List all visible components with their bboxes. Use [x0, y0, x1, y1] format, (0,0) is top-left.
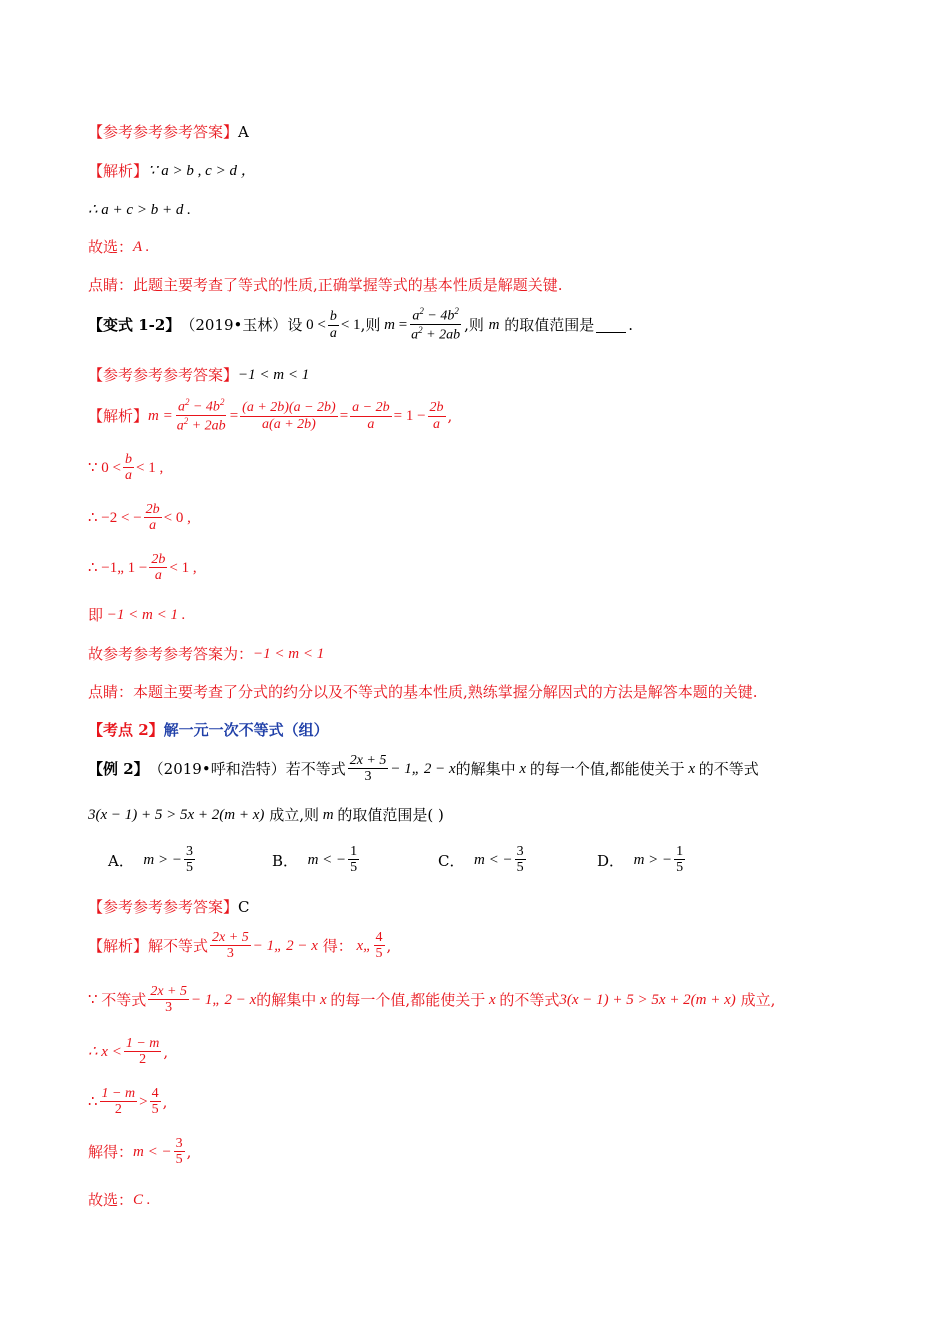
q3-choose-line — [88, 1191, 151, 1209]
variant-question-line: 【变式 1-2】 （2019•玉林） 设 0 < $\frac{b}{a}$ < 1 ,则 m = $\frac{a^2 - 4b^2}{a^2 + 2ab}$ ,则 m 的取值范围是 . — [88, 306, 634, 343]
q2-step-therefore1: ∴ −2 < − $\frac{2b}{a}$ < 0 , — [88, 502, 191, 534]
q2-comment: 本题主要考查了分式的约分以及不等式的基本性质,熟练掌握分解因式的方法是解答本题的关键. — [133, 683, 758, 701]
kaodian-title: 解一元一次不等式（组） — [163, 721, 329, 739]
q1-choose-line — [88, 238, 149, 256]
ji-label: 即 — [88, 606, 104, 624]
final-answer-label: 故参考参考参考答案为： — [88, 645, 254, 663]
q2-comment-line — [88, 683, 758, 701]
q1-answer-line — [88, 123, 249, 141]
dianjing-label: 点睛： — [88, 276, 134, 294]
choose-label: 故选： — [88, 238, 134, 256]
variant-text-b: ,则 — [360, 316, 381, 335]
q1-answer: A — [238, 123, 249, 141]
q2-answer-line — [88, 366, 309, 384]
q3-therefore1: ∴ x < $\frac{1 - m}{2}$ , — [88, 1036, 169, 1068]
q2-step-ji: 即 −1 < m < 1 . — [88, 606, 186, 624]
variant-source: （2019•玉林） — [180, 316, 288, 335]
variant-label: 【变式 1-2】 — [88, 316, 181, 335]
variant-text-c: 的取值范围是 — [504, 316, 595, 335]
kaodian-2-heading — [88, 721, 329, 739]
fraction-m-definition: $\frac{a^2 - 4b^2}{a^2 + 2ab}$ — [411, 306, 461, 343]
q2-final: −1 < m < 1 — [253, 646, 325, 662]
analysis-label: 【解析】 — [88, 162, 149, 180]
q3-answer: C — [238, 898, 250, 916]
answer-label: 【参考参考参考答案】 — [88, 123, 239, 141]
q2-final-line — [88, 645, 324, 663]
q3-analysis-line: 【解析】 解不等式 $\frac{2x + 5}{3}$ − 1„ 2 − x 得： x„ $\frac{4}{5}$ , — [88, 930, 392, 962]
q2-step-therefore2: ∴ −1„ 1 − $\frac{2b}{a}$ < 1 , — [88, 552, 197, 584]
dianjing-label: 点睛： — [88, 683, 134, 701]
answer-blank — [596, 318, 626, 333]
q3-therefore2: ∴ $\frac{1 - m}{2}$ > $\frac{4}{5}$ , — [88, 1086, 168, 1118]
q3-solve-line: 解得： m < − $\frac{3}{5}$ , — [88, 1136, 192, 1168]
example-source: （2019•呼和浩特） — [148, 760, 286, 779]
q3-choose: C . — [133, 1192, 151, 1208]
example-2-line1: 【例 2】 （2019•呼和浩特） 若不等式 $\frac{2x + 5}{3}$ − 1„ 2 − x 的解集中 x 的每一个值,都能使关于 x 的不等式 — [88, 753, 759, 785]
q3-because-line: ∵ 不等式 $\frac{2x + 5}{3}$ − 1„ 2 − x 的解集中 x 的每一个值,都能使关于 x 的不等式 3(x − 1) + 5 > 5x + 2(m + x) 成立, — [88, 984, 776, 1016]
analysis-label: 【解析】 — [88, 937, 149, 956]
q1-comment-line — [88, 276, 563, 294]
example-2-line2: 3(x − 1) + 5 > 5x + 2(m + x) 成立,则 m 的取值范围是 ( ) — [88, 806, 444, 824]
choose-label: 故选： — [88, 1191, 134, 1209]
example-label: 【例 2】 — [88, 760, 149, 779]
answer-label: 【参考参考参考答案】 — [88, 898, 239, 916]
option-a[interactable]: A． m > − $\frac{3}{5}$ — [108, 844, 193, 876]
fraction-b-over-a: $\frac{b}{a}$ — [329, 309, 337, 341]
q1-comment: 此题主要考查了等式的性质,正确掌握等式的基本性质是解题关键. — [133, 276, 563, 294]
q1-step2: ∴ a + c > b + d . — [88, 202, 191, 218]
q3-answer-line — [88, 898, 250, 916]
q1-choose: A . — [133, 239, 150, 255]
option-d[interactable]: D． m > − $\frac{1}{5}$ — [597, 844, 684, 876]
q2-analysis-line: 【解析】 m = $\frac{a^2 - 4b^2}{a^2 + 2ab}$ = $\frac{(a + 2b)(a - 2b)}{a(a + 2b)}$ = $\frac{a - 2b}{a}$ = 1 − $\frac{2b}{a}$ , — [88, 397, 453, 434]
kaodian-label: 【考点 2】 — [88, 721, 164, 739]
q1-analysis-line — [88, 162, 256, 180]
answer-label: 【参考参考参考答案】 — [88, 366, 239, 384]
q1-step2-line — [88, 201, 191, 219]
q2-step-because: ∵ 0 < $\frac{b}{a}$ < 1 , — [88, 452, 164, 484]
q1-step1: ∵ a > b , c > d ， — [148, 163, 256, 179]
jiede-label: 解得： — [88, 1143, 134, 1162]
analysis-label: 【解析】 — [88, 407, 149, 426]
option-b[interactable]: B． m < − $\frac{1}{5}$ — [272, 844, 358, 876]
variant-text-a: 设 — [287, 316, 303, 335]
option-c[interactable]: C． m < − $\frac{3}{5}$ — [438, 844, 524, 876]
q2-answer: −1 < m < 1 — [238, 367, 310, 383]
